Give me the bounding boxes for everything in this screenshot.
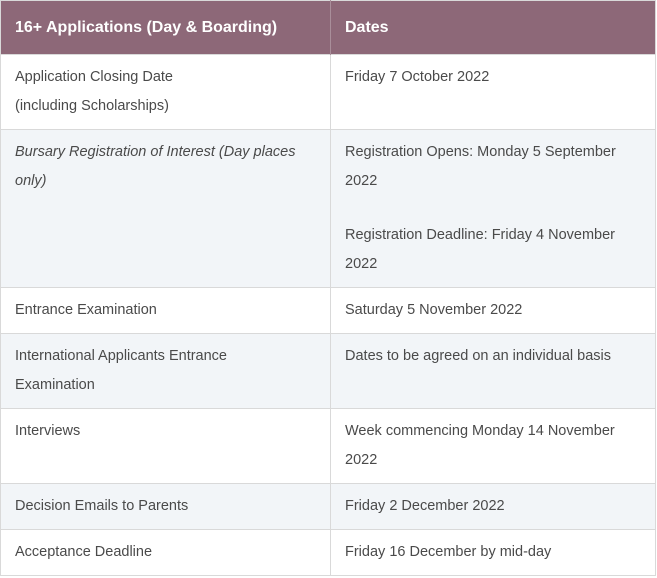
event-cell (1, 130, 331, 288)
event-text: Decision Emails to Parents (15, 498, 189, 514)
date-cell (331, 484, 656, 530)
date-text: Registration Deadline: Friday 4 November (345, 227, 615, 243)
table-row (1, 530, 656, 576)
date-cell (331, 130, 656, 288)
event-cell (1, 484, 331, 530)
date-cell (331, 55, 656, 130)
event-text: only) (15, 173, 47, 189)
table-row (1, 288, 656, 334)
event-text: Entrance Examination (15, 302, 157, 318)
date-cell (331, 530, 656, 576)
table-row (1, 130, 656, 288)
date-cell (331, 409, 656, 484)
event-cell (1, 55, 331, 130)
date-text: Dates to be agreed on an individual basis (345, 348, 612, 364)
event-text: Acceptance Deadline (15, 544, 153, 560)
date-text: Saturday 5 November 2022 (345, 302, 523, 318)
event-cell (1, 334, 331, 409)
event-text: (including Scholarships) (15, 98, 169, 114)
date-cell (331, 288, 656, 334)
date-text: 2022 (345, 256, 378, 272)
header-applications: 16+ Applications (Day & Boarding) (1, 1, 331, 55)
event-text: Interviews (15, 423, 81, 439)
event-text: Bursary Registration of Interest (Day places (15, 144, 296, 160)
event-cell (1, 288, 331, 334)
paragraph-gap (345, 196, 641, 221)
date-text: Friday 7 October 2022 (345, 69, 490, 85)
event-cell (1, 530, 331, 576)
event-text: Examination (15, 377, 95, 393)
date-text: Registration Opens: Monday 5 September (345, 144, 616, 160)
date-text: Friday 2 December 2022 (345, 498, 505, 514)
date-text: 2022 (345, 452, 378, 468)
date-text: 2022 (345, 173, 378, 189)
table-row (1, 334, 656, 409)
table-row (1, 484, 656, 530)
table-header-row (1, 1, 656, 55)
date-text: Week commencing Monday 14 November (345, 423, 615, 439)
event-text: International Applicants Entrance (15, 348, 227, 364)
event-text: Application Closing Date (15, 69, 173, 85)
event-cell (1, 409, 331, 484)
date-text: Friday 16 December by mid-day (345, 544, 552, 560)
table-row (1, 409, 656, 484)
header-dates: Dates (331, 1, 656, 55)
date-cell (331, 334, 656, 409)
table-row (1, 55, 656, 130)
